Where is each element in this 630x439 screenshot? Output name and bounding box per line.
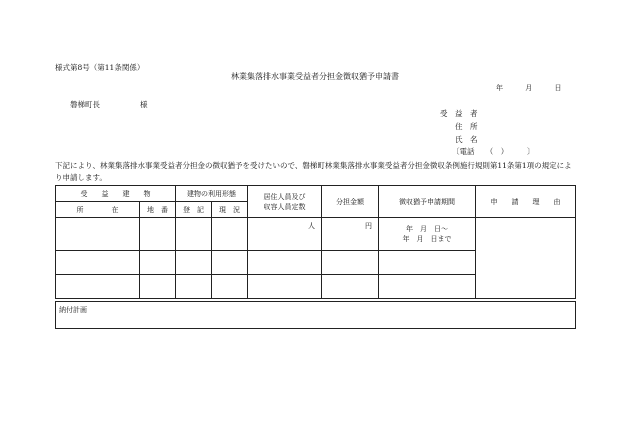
cell-amount-2[interactable] xyxy=(322,251,379,275)
addressee-honorific: 様 xyxy=(140,100,148,109)
header-usage: 建物の利用形態 xyxy=(176,186,248,202)
header-period: 徴収猶予申請期間 xyxy=(379,186,476,218)
period-from: 年 月 日～ xyxy=(406,225,448,233)
intro-paragraph: 下記により、林業集落排水事業受益者分担金の徴収猶予を受けたいので、磐梯町林業集落排水事業受益者分担金徴収条例施行規則第11条第1項の規定により申請します。 xyxy=(55,161,572,182)
payment-plan-label: 納付計画 xyxy=(59,306,87,314)
cell-registered-3[interactable] xyxy=(176,275,212,299)
cell-current-2[interactable] xyxy=(212,251,248,275)
cell-period-2[interactable] xyxy=(379,251,476,275)
header-amount: 分担金額 xyxy=(322,186,379,218)
cell-lot-1[interactable] xyxy=(140,218,176,251)
addressee xyxy=(70,99,148,110)
date-day: 日 xyxy=(554,84,562,92)
cell-current-3[interactable] xyxy=(212,275,248,299)
cell-residents-2[interactable] xyxy=(248,251,322,275)
cell-residents-3[interactable] xyxy=(248,275,322,299)
application-table xyxy=(55,185,576,299)
cell-period-3[interactable] xyxy=(379,275,476,299)
addressee-name: 磐梯町長 xyxy=(70,100,100,109)
header-residents-line2: 収容人員定数 xyxy=(263,202,306,211)
beneficiary-label: 受 益 者 xyxy=(440,109,478,118)
period-to: 年 月 日まで xyxy=(402,235,452,243)
header-building: 受 益 建 物 xyxy=(56,186,176,202)
cell-amount-1[interactable]: 円 xyxy=(322,218,379,251)
header-registered: 登 記 xyxy=(176,202,212,218)
header-current: 現 況 xyxy=(212,202,248,218)
cell-lot-2[interactable] xyxy=(140,251,176,275)
date-month: 月 xyxy=(525,84,533,92)
cell-period-1[interactable] xyxy=(379,218,476,251)
address-label: 住 所 xyxy=(455,122,478,131)
payment-plan-box[interactable] xyxy=(55,301,576,329)
cell-registered-1[interactable] xyxy=(176,218,212,251)
cell-current-1[interactable] xyxy=(212,218,248,251)
header-reason: 申 請 理 由 xyxy=(476,186,576,218)
cell-location-1[interactable] xyxy=(56,218,140,251)
cell-reason[interactable] xyxy=(476,218,576,299)
cell-location-2[interactable] xyxy=(56,251,140,275)
header-location: 所 在 xyxy=(56,202,140,218)
cell-lot-3[interactable] xyxy=(140,275,176,299)
phone-label: 〔電話 （ ） 〕 xyxy=(452,147,535,156)
cell-registered-2[interactable] xyxy=(176,251,212,275)
form-number-label: 様式第8号（第11条関係） xyxy=(55,63,145,72)
cell-residents-1[interactable]: 人 xyxy=(248,218,322,251)
cell-amount-3[interactable] xyxy=(322,275,379,299)
header-lot: 地 番 xyxy=(140,202,176,218)
date-line xyxy=(496,83,561,93)
name-label: 氏 名 xyxy=(455,135,478,144)
date-year: 年 xyxy=(496,84,503,92)
document-title: 林業集落排水事業受益者分担金徴収猶予申請書 xyxy=(231,72,399,81)
header-residents xyxy=(248,186,322,218)
header-residents-line1: 居住人員及び xyxy=(263,192,306,201)
cell-location-3[interactable] xyxy=(56,275,140,299)
